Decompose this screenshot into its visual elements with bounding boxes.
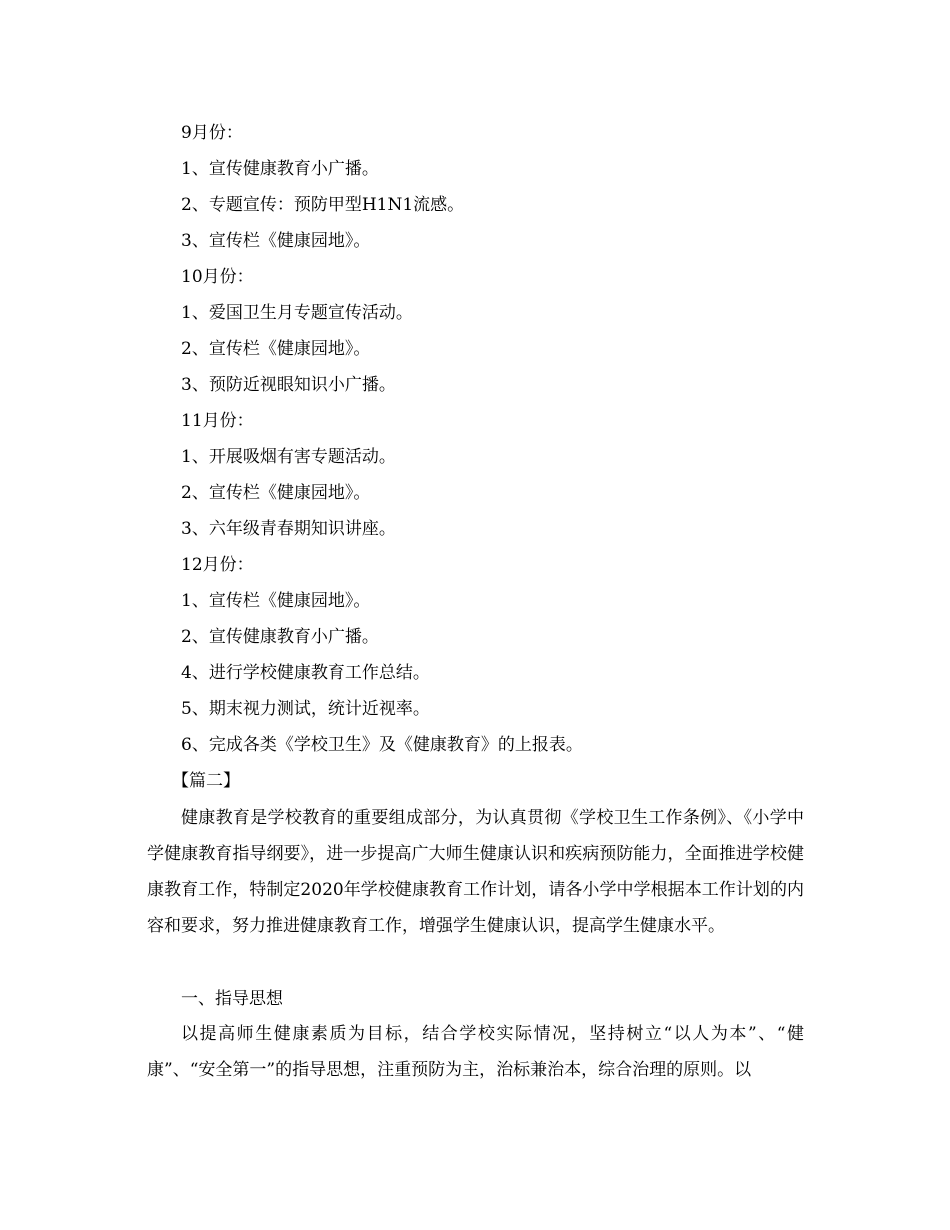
list-item: 2、宣传栏《健康园地》。: [181, 483, 371, 503]
list-item: 1、爱国卫生月专题宣传活动。: [181, 303, 413, 323]
list-item: 2、宣传栏《健康园地》。: [181, 339, 371, 359]
list-item: 1、宣传健康教育小广播。: [181, 159, 379, 179]
list-item: 6、完成各类《学校卫生》及《健康教育》的上报表。: [181, 735, 583, 755]
list-item: 2、宣传健康教育小广播。: [181, 627, 379, 647]
month-heading-september: 9月份：: [181, 123, 243, 143]
month-heading-october: 10月份：: [181, 267, 254, 287]
intro-paragraph: 健康教育是学校教育的重要组成部分，为认真贯彻《学校卫生工作条例》、《小学中学健康教育指导纲要》，进一步提高广大师生健康认识和疾病预防能力，全面推进学校健康教育工作，特制定2020年学校健康教育工作计划，请各小学中学根据本工作计划的内容和要求，努力推进健康教育工作，增强学生健康认识，提高学生健康水平。: [147, 808, 804, 936]
list-item: 4、进行学校健康教育工作总结。: [181, 663, 430, 683]
list-item: 3、宣传栏《健康园地》。: [181, 231, 371, 251]
list-item: 1、宣传栏《健康园地》。: [181, 591, 371, 611]
section-marker: 【篇二】: [172, 771, 240, 791]
list-item: 5、期末视力测试，统计近视率。: [181, 699, 430, 719]
section-heading: 一、指导思想: [181, 989, 283, 1009]
list-item: 3、预防近视眼知识小广播。: [181, 375, 396, 395]
list-item: 3、六年级青春期知识讲座。: [181, 519, 396, 539]
list-item: 1、开展吸烟有害专题活动。: [181, 447, 396, 467]
guiding-paragraph: 以提高师生健康素质为目标，结合学校实际情况，坚持树立“以人为本”、“健康”、“安全第一”的指导思想，注重预防为主，治标兼治本，综合治理的原则。以: [147, 1024, 804, 1080]
month-heading-december: 12月份：: [181, 555, 254, 575]
month-heading-november: 11月份：: [181, 411, 254, 431]
list-item: 2、专题宣传：预防甲型H1N1流感。: [181, 195, 465, 215]
